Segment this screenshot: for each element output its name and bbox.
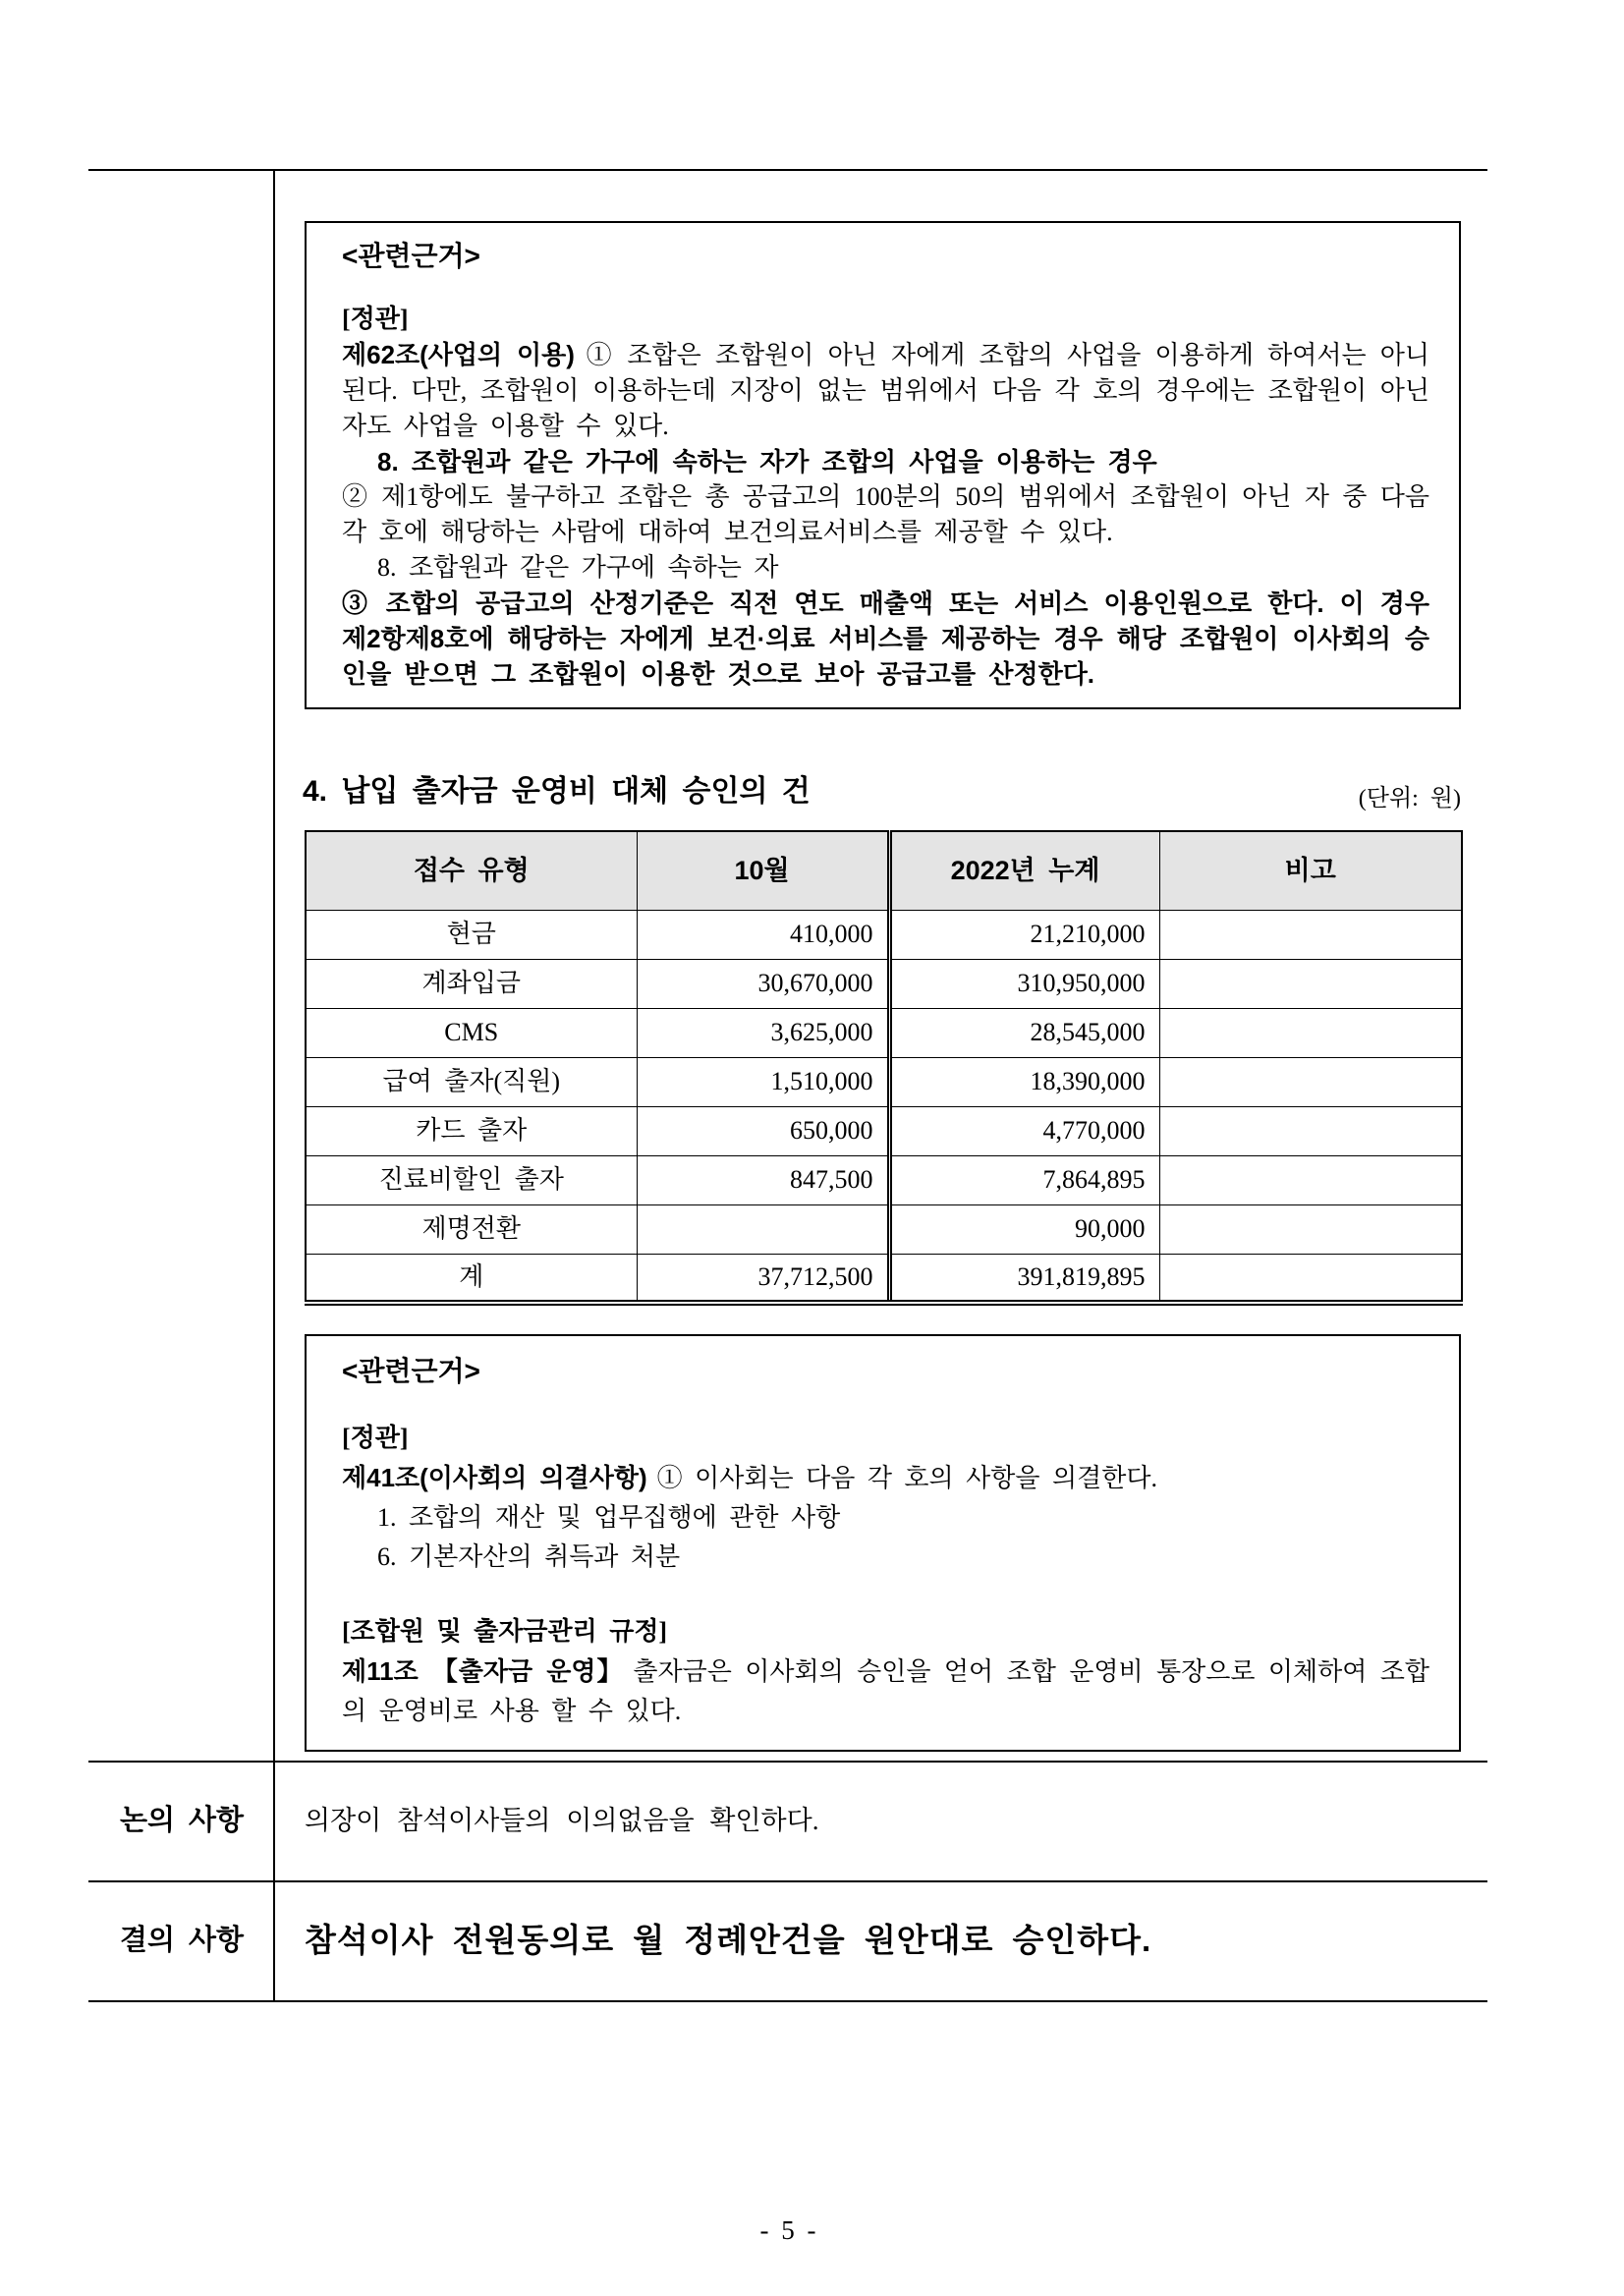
resolution-text: 참석이사 전원동의로 월 정례안건을 원안대로 승인하다.: [305, 1922, 1152, 1958]
article-11-clause: [342, 1652, 1429, 1731]
unit-note: (단위: 원): [1358, 786, 1461, 812]
reference-box-title: <관련근거>: [342, 1356, 480, 1386]
cell-month: 37,712,500: [637, 1254, 889, 1303]
column-header: 10월: [637, 831, 889, 910]
reference-box-1: [305, 221, 1461, 709]
label-column-divider: [273, 169, 275, 2002]
table-row: [306, 1057, 1462, 1106]
cell-note: [1159, 1204, 1462, 1254]
cell-category: 급여 출자(직원): [306, 1057, 637, 1106]
cell-cumulative: 4,770,000: [889, 1106, 1159, 1155]
cell-category: CMS: [306, 1008, 637, 1057]
cell-note: [1159, 1155, 1462, 1204]
cell-note: [1159, 1254, 1462, 1303]
source-label: [정관]: [342, 305, 409, 333]
cell-category: 카드 출자: [306, 1106, 637, 1155]
article-62-clause-1: [342, 337, 1429, 444]
article-11-body: 출자금은 이사회의 승인을 얻어 조합 운영비 통장으로 이체하여 조합의 운영비로 사용 할 수 있다.: [342, 1657, 1430, 1725]
cell-category: 계: [306, 1254, 637, 1303]
cell-cumulative: 391,819,895: [889, 1254, 1159, 1303]
resolution-label: 결의 사항: [119, 1925, 245, 1956]
discussion-text: 의장이 참석이사들의 이의없음을 확인하다.: [305, 1806, 819, 1835]
table-row: [306, 1155, 1462, 1204]
cell-note: [1159, 1057, 1462, 1106]
rule-label: [조합원 및 출자금관리 규정]: [342, 1617, 668, 1646]
column-header: 2022년 누계: [889, 831, 1159, 910]
cell-category: 계좌입금: [306, 959, 637, 1008]
table-row: [306, 1106, 1462, 1155]
article-41-heading: 제41조(이사회의 의결사항): [342, 1463, 647, 1492]
table-row: [306, 1008, 1462, 1057]
column-header: 접수 유형: [306, 831, 637, 910]
article-41-item-6: 6. 기본자산의 취득과 처분: [377, 1542, 681, 1571]
agenda-section-title: 4. 납입 출자금 운영비 대체 승인의 건: [303, 775, 811, 808]
reference-box-title: <관련근거>: [342, 241, 480, 271]
cell-month: [637, 1204, 889, 1254]
cell-month: 410,000: [637, 910, 889, 959]
article-62-clause-2: ② 제1항에도 불구하고 조합은 총 공급고의 100분의 50의 범위에서 조합원이 아닌 자 중 다음 각 호에 해당하는 사람에 대하여 보건의료서비스를 제공할 수 있다.: [342, 482, 1429, 546]
discussion-content: [305, 1761, 1484, 1880]
page-number: - 5 -: [759, 2215, 816, 2245]
cell-category: 진료비할인 출자: [306, 1155, 637, 1204]
source-label: [정관]: [342, 1424, 409, 1452]
cell-note: [1159, 910, 1462, 959]
article-62-clause-1-text: ① 조합은 조합원이 아닌 자에게 조합의 사업을 이용하게 하여서는 아니 된다. 다만, 조합원이 이용하는데 지장이 없는 범위에서 다음 각 호의 경우에는 조합원이 아닌 자도 사업을 이용할 수 있다.: [342, 341, 1429, 440]
article-62-clause-3: ③ 조합의 공급고의 산정기준은 직전 연도 매출액 또는 서비스 이용인원으로 한다. 이 경우 제2항제8호에 해당하는 자에게 보건·의료 서비스를 제공하는 경우 해당 조합원이 이사회의 승인을 받으면 그 조합원이 이용한 것으로 보아 공급고를 산정한다.: [342, 588, 1429, 689]
cell-cumulative: 90,000: [889, 1204, 1159, 1254]
table-row: [306, 1254, 1462, 1303]
cell-cumulative: 28,545,000: [889, 1008, 1159, 1057]
table-header-row: [306, 831, 1462, 910]
cell-month: 30,670,000: [637, 959, 889, 1008]
cell-note: [1159, 1008, 1462, 1057]
contribution-table: [305, 830, 1463, 1306]
cell-category: 현금: [306, 910, 637, 959]
article-41-body: ① 이사회는 다음 각 호의 사항을 의결한다.: [656, 1464, 1157, 1492]
article-62-heading: 제62조(사업의 이용): [342, 340, 575, 369]
cell-note: [1159, 1106, 1462, 1155]
reference-box-2: [305, 1334, 1461, 1752]
article-62-item-8: 8. 조합원과 같은 가구에 속하는 자: [377, 553, 779, 582]
cell-cumulative: 21,210,000: [889, 910, 1159, 959]
table-row: [306, 959, 1462, 1008]
cell-month: 847,500: [637, 1155, 889, 1204]
bottom-divider: [88, 2000, 1487, 2002]
cell-month: 650,000: [637, 1106, 889, 1155]
cell-month: 3,625,000: [637, 1008, 889, 1057]
article-41-clause: [342, 1458, 1429, 1498]
table-row: [306, 910, 1462, 959]
cell-month: 1,510,000: [637, 1057, 889, 1106]
resolution-content: [305, 1880, 1484, 2000]
article-62-item-8-bold: 8. 조합원과 같은 가구에 속하는 자가 조합의 사업을 이용하는 경우: [377, 447, 1157, 476]
column-header: 비고: [1159, 831, 1462, 910]
discussion-label: 논의 사항: [119, 1805, 245, 1836]
cell-note: [1159, 959, 1462, 1008]
cell-cumulative: 7,864,895: [889, 1155, 1159, 1204]
article-41-item-1: 1. 조합의 재산 및 업무집행에 관한 사항: [377, 1503, 841, 1532]
top-divider: [88, 169, 1487, 171]
article-11-heading: 제11조 【출자금 운영】: [342, 1656, 624, 1686]
cell-cumulative: 310,950,000: [889, 959, 1159, 1008]
table-row: [306, 1204, 1462, 1254]
cell-cumulative: 18,390,000: [889, 1057, 1159, 1106]
cell-category: 제명전환: [306, 1204, 637, 1254]
